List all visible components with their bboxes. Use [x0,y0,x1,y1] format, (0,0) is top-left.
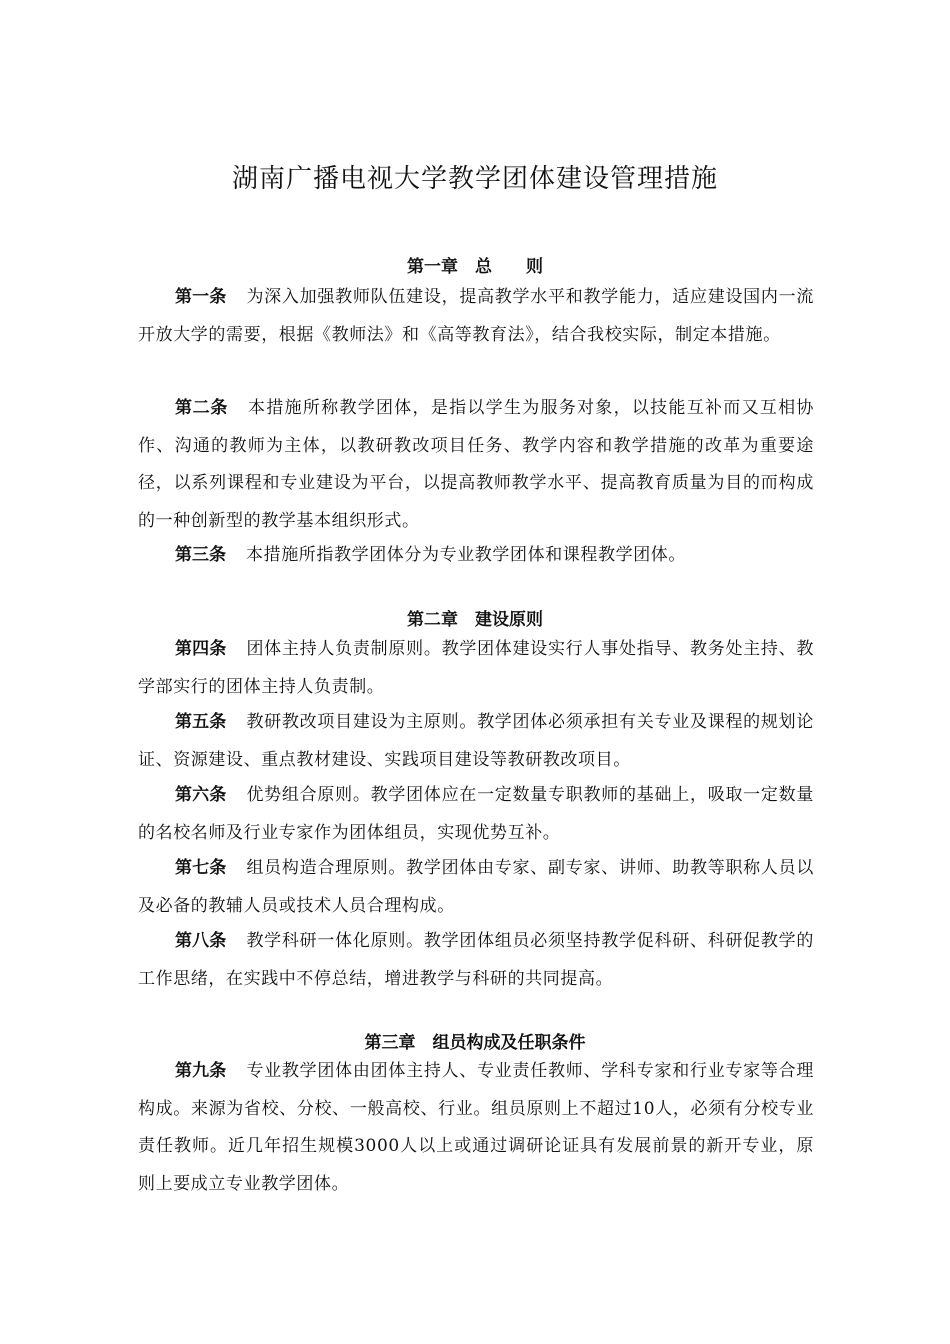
article-text: 为深入加强教师队伍建设，提高教学水平和教学能力，适应建设国内一流开放大学的需要，根据《教师法》和《高等教育法》，结合我校实际，制定本措施。 [138,287,815,345]
article-label: 第六条 [175,785,227,805]
article-label: 第二条 [175,398,229,418]
article-text: 团体主持人负责制原则。教学团体建设实行人事处指导、教务处主持、教学部实行的团体主持人负责制。 [138,639,815,697]
article-label: 第三条 [175,545,226,565]
article-text: 专业教学团体由团体主持人、专业责任教师、学科专家和行业专家等合理构成。来源为省校、分校、一般高校、行业。组员原则上不超过10人，必须有分校专业责任教师。近几年招生规模3000人以上或通过调研论证具有发展前景的新开专业，原则上要成立专业教学团体。 [138,1061,815,1194]
article-text: 本措施所指教学团体分为专业教学团体和课程教学团体。 [246,545,686,565]
chapter-heading: 第二章 建设原则 [407,610,543,630]
article [138,279,814,354]
article-label: 第五条 [175,712,227,732]
article [138,631,814,706]
article [138,704,814,779]
article [138,850,814,925]
article [138,1053,814,1203]
article-text: 优势组合原则。教学团体应在一定数量专职教师的基础上，吸取一定数量的名校名师及行业专家作为团体组员，实现优势互补。 [138,785,815,843]
chapter-heading: 第三章 组员构成及任职条件 [364,1033,586,1053]
chapter-heading: 第一章 总 则 [407,257,543,277]
article [138,390,814,540]
article [138,923,814,998]
document-title: 湖南广播电视大学教学团体建设管理措施 [231,164,718,194]
article-text: 本措施所称教学团体，是指以学生为服务对象，以技能互补而又互相协作、沟通的教师为主体，以教研教改项目任务、教学内容和教学措施的改革为重要途径，以系列课程和专业建设为平台，以提高教师教学水平、提高教育质量为目的而构成的一种创新型的教学基本组织形式。 [138,398,815,531]
article-text: 教研教改项目建设为主原则。教学团体必须承担有关专业及课程的规划论证、资源建设、重点教材建设、实践项目建设等教研教改项目。 [138,712,815,770]
article-text: 教学科研一体化原则。教学团体组员必须坚持教学促科研、科研促教学的工作思绪，在实践中不停总结，增进教学与科研的共同提高。 [138,931,815,989]
article-label: 第四条 [175,639,227,659]
article-label: 第九条 [175,1061,227,1081]
article [138,777,814,852]
article-label: 第八条 [175,931,227,951]
article [138,537,814,575]
article-text: 组员构造合理原则。教学团体由专家、副专家、讲师、助教等职称人员以及必备的教辅人员或技术人员合理构成。 [138,858,815,916]
article-label: 第一条 [175,287,227,307]
article-label: 第七条 [175,858,227,878]
